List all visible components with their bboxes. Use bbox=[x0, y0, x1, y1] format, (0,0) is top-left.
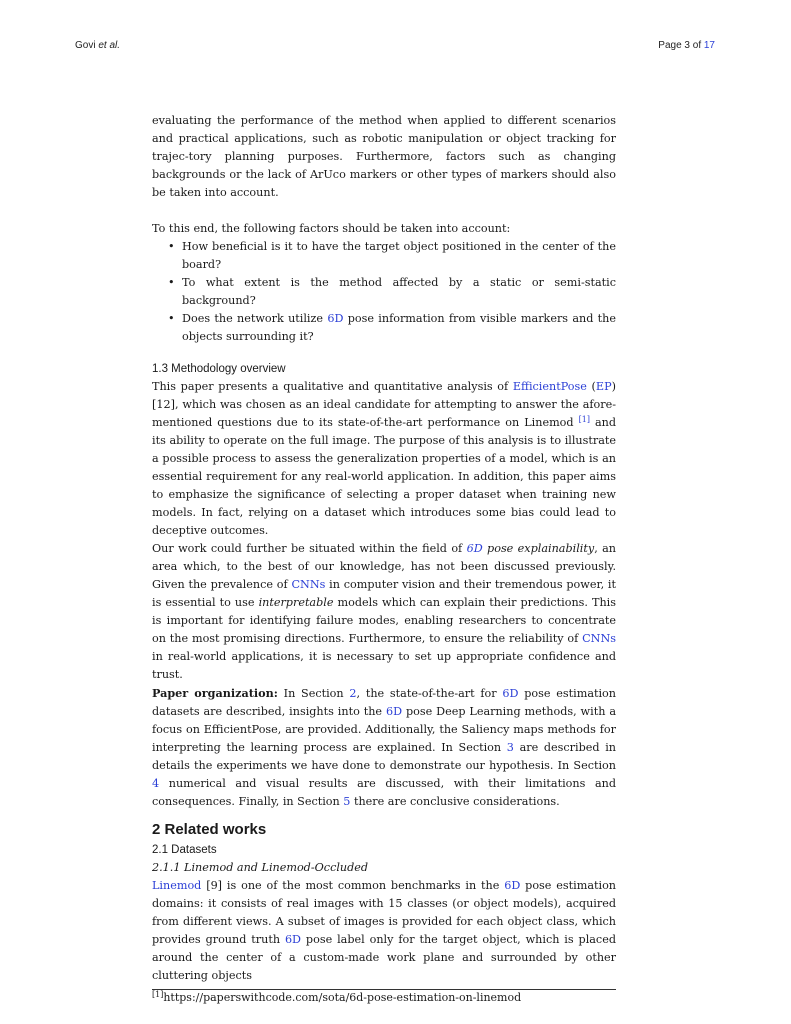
subsubsection-heading-linemod: 2.1.1 Linemod and Linemod-Occluded bbox=[152, 861, 369, 874]
factor-item-3: • Does the network utilize 6D pose information from visible markers and the objects surrounding it? bbox=[182, 310, 616, 346]
6d-link[interactable]: 6D bbox=[504, 879, 521, 892]
etal: et al. bbox=[98, 40, 121, 51]
efficientpose-link[interactable]: EfficientPose bbox=[512, 380, 587, 393]
page-body bbox=[152, 112, 616, 1006]
factor-list bbox=[152, 238, 616, 346]
footnote-ref[interactable]: [1] bbox=[578, 415, 590, 424]
factor-item-2: • To what extent is the method affected by a static or semi-static background? bbox=[182, 274, 616, 310]
methodology-paragraph-1: This paper presents a qualitative and quantitative analysis of EfficientPose (EP) [12], which was chosen as an ideal candidate for attempting to answer the afore-mentioned questions due to its state-of-the-art performance on Linemod [1] and its ability to operate on the full image. The purpose of this analysis is to illustrate a possible process to assess the generalization properties of a model, which is an essential requirement for any real-world application. In addition, this paper aims to emphasize the significance of selecting a proper dataset when training new models. In fact, relying on a dataset which introduces some bias could lead to deceptive outcomes. bbox=[152, 380, 617, 537]
section-5-link[interactable]: 5 bbox=[343, 795, 351, 808]
linemod-link[interactable]: Linemod bbox=[152, 879, 202, 892]
6d-link[interactable]: 6D bbox=[385, 705, 403, 718]
factor-item-1: • How beneficial is it to have the target object positioned in the center of the board? bbox=[182, 238, 616, 274]
6d-link[interactable]: 6D bbox=[284, 933, 302, 946]
subsection-heading-datasets: 2.1 Datasets bbox=[152, 844, 217, 856]
paper-organization-paragraph: Paper organization: In Section 2, the state-of-the-art for 6D pose estimation datasets are described, insights into the 6D pose Deep Learning methods, with a focus on EfficientPose, are provided. Additionally, the Saliency maps methods for interpreting the learning process are explained. In Section 3 are described in details the experiments we have done to demonstrate our hypothesis. In Section 4 numerical and visual results are discussed, with their limitations and consequences. Finally, in Section 5 there are conclusive considerations. bbox=[152, 686, 617, 808]
footnote: [1]https://paperswithcode.com/sota/6d-pose-estimation-on-linemod bbox=[152, 990, 522, 1004]
citation[interactable]: [12] bbox=[152, 398, 175, 411]
6d-link[interactable]: 6D bbox=[466, 542, 483, 555]
section-heading-related-works: 2 Related works bbox=[152, 821, 267, 838]
linemod-paragraph: Linemod [9] is one of the most common benchmarks in the 6D pose estimation domains: it consists of real images with 15 classes (or object models), acquired from different views. A subset of images is provided for each object class, which provides ground truth 6D pose label only for the target object, which is placed around the center of a custom-made work plane and surrounded by other cluttering objects bbox=[152, 879, 617, 982]
methodology-paragraph-2: Our work could further be situated within the field of 6D pose explainability, an area which, to the best of our knowledge, has not been discussed previously. Given the prevalence of CNNs in computer vision and their tremendous power, it is essential to use interpretable models which can explain their predictions. This is important for identifying failure modes, enabling researchers to concentrate on the most promising directions. Furthermore, to ensure the reliability of CNNs in real-world applications, it is necessary to set up appropriate confidence and trust. bbox=[152, 542, 617, 681]
page-total-link[interactable]: 17 bbox=[703, 40, 715, 51]
6d-link[interactable]: 6D bbox=[327, 312, 344, 325]
subsection-heading-methodology: 1.3 Methodology overview bbox=[152, 363, 286, 375]
ep-link[interactable]: EP bbox=[595, 380, 612, 393]
section-2-link[interactable]: 2 bbox=[349, 687, 357, 700]
intro-paragraph-2: To this end, the following factors should be taken into account: bbox=[152, 222, 511, 235]
page-number: Page 3 of 17 bbox=[658, 40, 715, 51]
section-4-link[interactable]: 4 bbox=[152, 777, 160, 790]
section-3-link[interactable]: 3 bbox=[506, 741, 514, 754]
6d-link[interactable]: 6D bbox=[502, 687, 519, 700]
cnns-link[interactable]: CNNs bbox=[582, 632, 616, 645]
cnns-link[interactable]: CNNs bbox=[291, 578, 326, 591]
citation[interactable]: [9] bbox=[201, 879, 223, 892]
running-header-author: Govi et al. bbox=[75, 40, 121, 51]
footnote-url[interactable]: https://paperswithcode.com/sota/6d-pose-estimation-on-linemod bbox=[163, 991, 522, 1004]
intro-paragraph-1: evaluating the performance of the method when applied to different scenarios and practical applications, such as robotic manipulation or object tracking for trajec-tory planning purposes. Furthermore, factors such as changing backgrounds or the lack of ArUco markers or other types of markers should also be taken into account. bbox=[152, 114, 616, 199]
